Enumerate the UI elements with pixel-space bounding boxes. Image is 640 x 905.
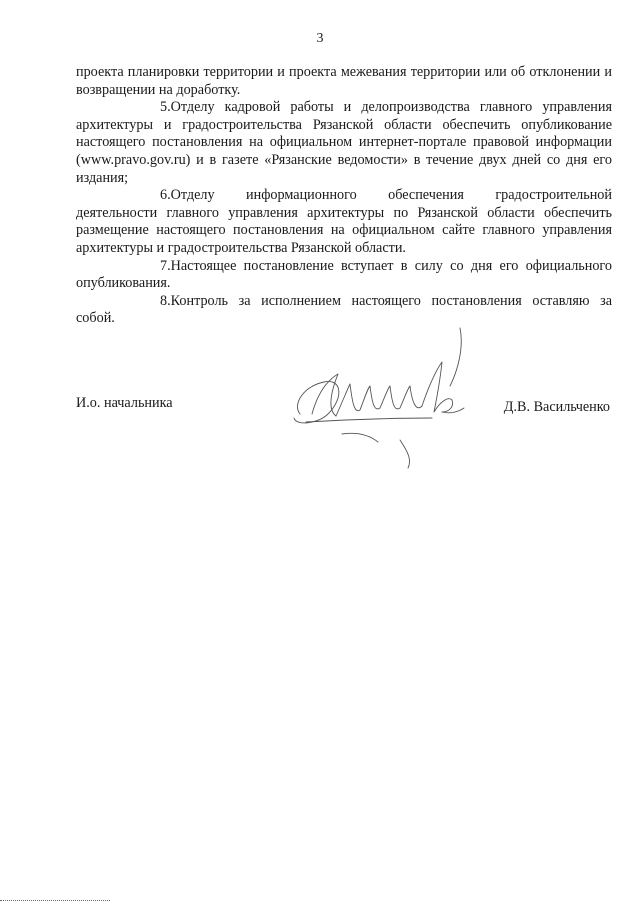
paragraph-text: проекта планировки территории и проекта межевания территории или об отклонении и возвращении на доработку. xyxy=(76,64,612,98)
paragraph-text: Отделу кадровой работы и делопроизводства главного управления архитектуры и градостроительства Рязанской области обеспечить опубликование настоящего постановления на официальном интернет-портале правовой информации (www.pravo.gov.ru) и в газете «Рязанские ведомости» в течение двух дней со дня его издания; xyxy=(76,99,612,186)
handwritten-signature xyxy=(282,322,482,472)
bottom-divider xyxy=(0,900,110,901)
page-number: 3 xyxy=(316,31,324,46)
paragraph-number: 8. xyxy=(160,292,171,309)
paragraph-continuation xyxy=(76,64,612,99)
paragraph-text: Настоящее постановление вступает в силу со дня его официального опубликования. xyxy=(76,257,612,292)
signatory-name: Д.В. Васильченко xyxy=(503,399,610,415)
paragraph-number: 7. xyxy=(160,257,171,274)
paragraph-item-5 xyxy=(76,99,612,187)
paragraph-text: Отделу информационного обеспечения градостроительной деятельности главного управления архитектуры по Рязанской области обеспечить размещение настоящего постановления на официальном сайте главного управления архитектуры и градостроительства Рязанской области. xyxy=(76,187,612,256)
document-body xyxy=(76,64,612,328)
paragraph-item-6 xyxy=(76,187,612,257)
paragraph-item-7 xyxy=(76,258,612,293)
signatory-title: И.о. начальника xyxy=(76,395,173,411)
paragraph-number: 5. xyxy=(160,99,171,116)
paragraph-text: Контроль за исполнением настоящего постановления оставляю за собой. xyxy=(76,292,612,327)
paragraph-number: 6. xyxy=(160,187,171,204)
